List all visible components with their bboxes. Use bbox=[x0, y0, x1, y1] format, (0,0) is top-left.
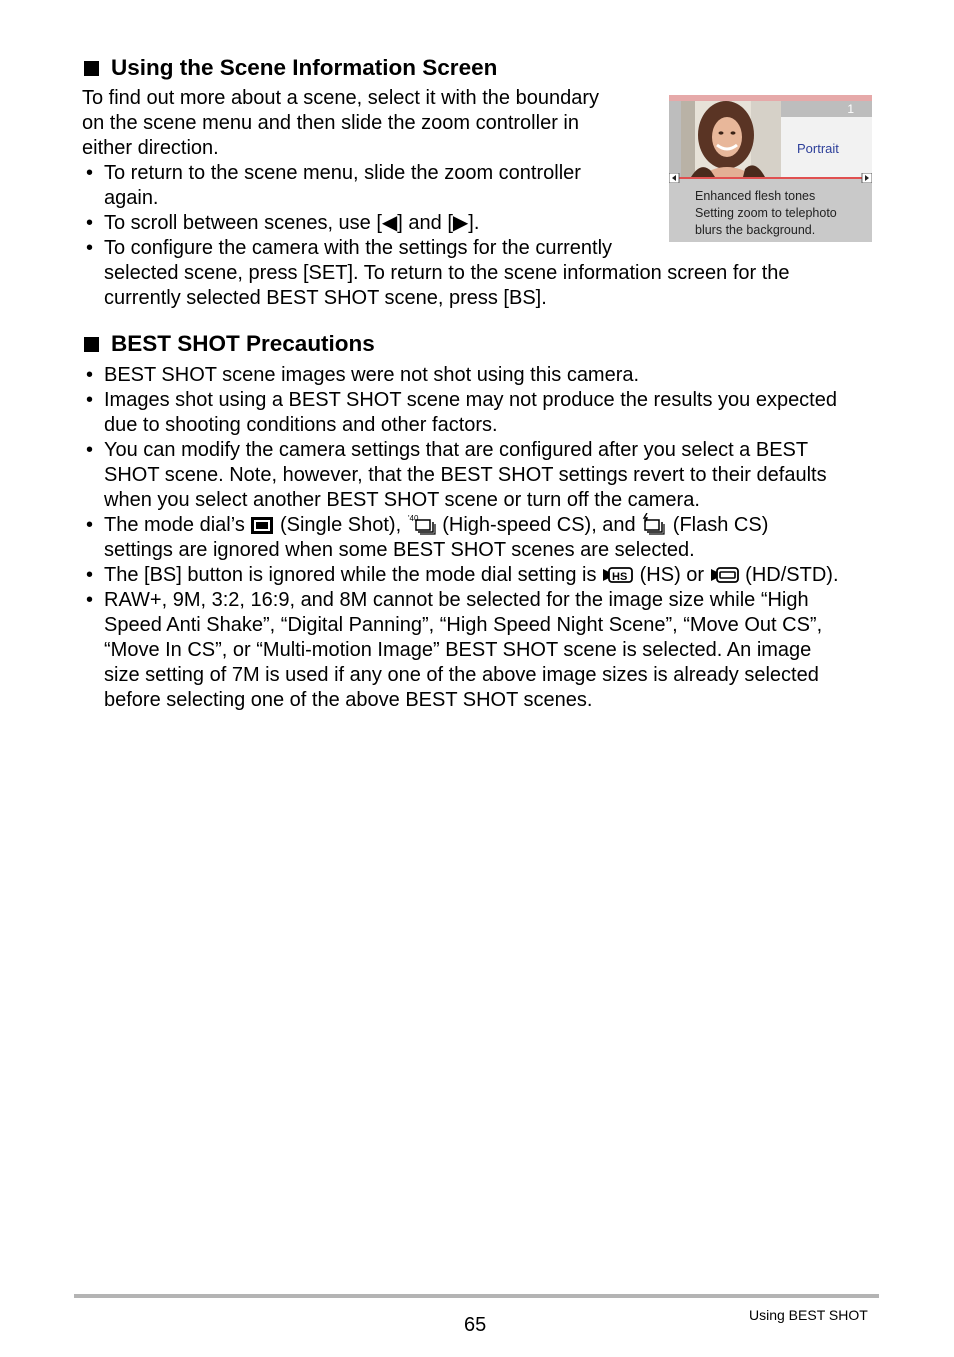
list-item: • The mode dial’s (Single Shot), '40 (High-speed CS), and (Flash CS) settings are ignored when some BEST SHOT scenes are selected. bbox=[86, 514, 769, 561]
precautions-bullets bbox=[82, 363, 839, 713]
movie-hd-std-icon bbox=[710, 565, 740, 585]
scene-number: 1 bbox=[847, 102, 854, 116]
list-item: • You can modify the camera settings that are configured after you select a BEST SHOT scene. Note, however, that the BEST SHOT settings revert to their defaults when you select another BEST SHOT scene or turn off the camera. bbox=[86, 439, 827, 511]
page-number: 65 bbox=[464, 1314, 487, 1336]
high-speed-cs-icon bbox=[407, 513, 437, 535]
single-shot-icon bbox=[250, 515, 274, 535]
list-item: • To scroll between scenes, use [◀] and [▶]. bbox=[86, 212, 480, 234]
square-bullet-icon bbox=[84, 337, 99, 352]
section-heading-scene-info bbox=[84, 55, 497, 81]
list-item: • Images shot using a BEST SHOT scene may not produce the results you expected due to shooting conditions and other factors. bbox=[86, 389, 837, 436]
intro-line: on the scene menu and then slide the zoom controller in bbox=[82, 112, 579, 134]
list-item: • To return to the scene menu, slide the zoom controller again. bbox=[86, 162, 581, 209]
list-item: • To configure the camera with the settings for the currently selected scene, press [SET]. To return to the scene information screen for the currently selected BEST SHOT scene, press [BS]. bbox=[86, 237, 790, 309]
scroll-arrows-icon bbox=[669, 173, 872, 183]
svg-text:HS: HS bbox=[612, 571, 628, 583]
square-bullet-icon bbox=[84, 61, 99, 76]
flash-cs-icon bbox=[641, 513, 667, 535]
scene-description: Enhanced flesh tones Setting zoom to telephoto blurs the background. bbox=[695, 189, 837, 237]
list-item: • The [BS] button is ignored while the mode dial setting is HS (HS) or (HD/STD). bbox=[86, 564, 839, 586]
list-item: • BEST SHOT scene images were not shot using this camera. bbox=[86, 364, 640, 386]
intro-line: To find out more about a scene, select it with the boundary bbox=[82, 87, 599, 109]
scene-title-panel bbox=[781, 101, 872, 177]
heading-text: Using the Scene Information Screen bbox=[111, 55, 498, 80]
footer-divider bbox=[74, 1294, 879, 1298]
section-heading-precautions bbox=[84, 331, 375, 357]
movie-hs-icon bbox=[602, 565, 634, 585]
intro-line: either direction. bbox=[82, 137, 219, 159]
heading-text: BEST SHOT Precautions bbox=[111, 331, 375, 356]
portrait-photo-icon bbox=[681, 101, 781, 177]
intro-paragraph bbox=[82, 86, 599, 161]
svg-text:'40: '40 bbox=[407, 514, 419, 523]
camera-screen-illustration bbox=[669, 95, 872, 242]
list-item: • RAW+, 9M, 3:2, 16:9, and 8M cannot be selected for the image size while “High Speed Anti Shake”, “Digital Panning”, “High Speed Night Scene”, “Move Out CS”, “Move In CS”, or “Multi-motion Image” BEST SHOT scene is selected. An image size setting of 7M is used if any one of the above image sizes is already selected before selecting one of the above BEST SHOT scenes. bbox=[86, 589, 823, 711]
footer-section-name: Using BEST SHOT bbox=[749, 1307, 868, 1323]
scene-title: Portrait bbox=[797, 141, 839, 156]
